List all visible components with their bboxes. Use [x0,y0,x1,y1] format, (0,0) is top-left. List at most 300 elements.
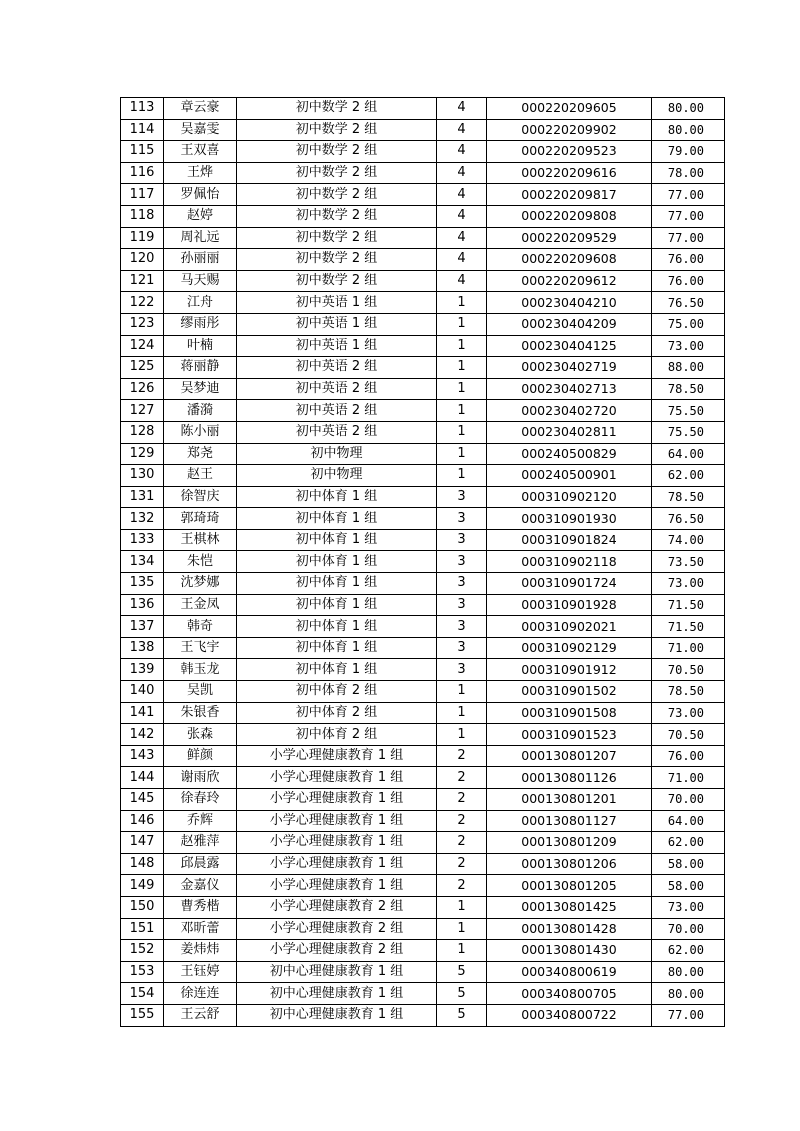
table-row [121,141,725,163]
exam-score: 78.50 [652,681,725,703]
table-row [121,940,725,962]
position-group: 初中数学 2 组 [237,270,437,292]
ticket-number: 000340800619 [487,961,652,983]
ticket-number: 000130801127 [487,810,652,832]
hire-count: 4 [437,141,487,163]
exam-score: 76.00 [652,249,725,271]
exam-score: 70.00 [652,918,725,940]
position-group: 初中体育 1 组 [237,486,437,508]
ticket-number: 000220209808 [487,205,652,227]
table-row [121,508,725,530]
table-row [121,724,725,746]
table-row [121,702,725,724]
exam-score: 70.50 [652,659,725,681]
position-group: 初中英语 1 组 [237,292,437,314]
position-group: 小学心理健康教育 1 组 [237,853,437,875]
row-number: 139 [121,659,164,681]
hire-count: 2 [437,789,487,811]
hire-count: 2 [437,745,487,767]
row-number: 120 [121,249,164,271]
row-number: 146 [121,810,164,832]
table-row [121,227,725,249]
table-row [121,421,725,443]
table-row [121,162,725,184]
position-group: 初中英语 1 组 [237,335,437,357]
position-group: 初中体育 2 组 [237,702,437,724]
ticket-number: 000230402719 [487,357,652,379]
position-group: 小学心理健康教育 2 组 [237,940,437,962]
candidate-name: 王金凤 [164,594,237,616]
position-group: 初中体育 1 组 [237,637,437,659]
ticket-number: 000310902120 [487,486,652,508]
row-number: 119 [121,227,164,249]
hire-count: 1 [437,702,487,724]
hire-count: 2 [437,875,487,897]
hire-count: 1 [437,896,487,918]
hire-count: 4 [437,205,487,227]
table-row [121,529,725,551]
ticket-number: 000310902118 [487,551,652,573]
ticket-number: 000340800722 [487,1004,652,1026]
table-row [121,313,725,335]
exam-score: 73.00 [652,702,725,724]
candidate-name: 缪雨彤 [164,313,237,335]
exam-score: 78.00 [652,162,725,184]
hire-count: 5 [437,1004,487,1026]
ticket-number: 000310902129 [487,637,652,659]
position-group: 初中数学 2 组 [237,227,437,249]
exam-score: 58.00 [652,875,725,897]
position-group: 初中心理健康教育 1 组 [237,1004,437,1026]
ticket-number: 000130801126 [487,767,652,789]
table-row [121,659,725,681]
table-row [121,853,725,875]
hire-count: 1 [437,465,487,487]
row-number: 133 [121,529,164,551]
row-number: 127 [121,400,164,422]
position-group: 初中数学 2 组 [237,162,437,184]
row-number: 141 [121,702,164,724]
hire-count: 5 [437,983,487,1005]
candidate-name: 吴梦迪 [164,378,237,400]
table-row [121,681,725,703]
candidate-name: 蒋丽静 [164,357,237,379]
row-number: 147 [121,832,164,854]
exam-score: 78.50 [652,486,725,508]
position-group: 初中英语 2 组 [237,357,437,379]
ticket-number: 000310902021 [487,616,652,638]
exam-score: 80.00 [652,119,725,141]
ticket-number: 000310901912 [487,659,652,681]
position-group: 初中体育 1 组 [237,508,437,530]
candidate-name: 王烨 [164,162,237,184]
ticket-number: 000340800705 [487,983,652,1005]
candidate-name: 徐智庆 [164,486,237,508]
hire-count: 4 [437,184,487,206]
hire-count: 1 [437,400,487,422]
candidate-name: 姜炜炜 [164,940,237,962]
table-row [121,896,725,918]
ticket-number: 000130801209 [487,832,652,854]
table-row [121,205,725,227]
ticket-number: 000230402713 [487,378,652,400]
exam-score: 74.00 [652,529,725,551]
hire-count: 3 [437,637,487,659]
table-row [121,918,725,940]
ticket-number: 000240500829 [487,443,652,465]
table-row [121,616,725,638]
candidate-name: 韩玉龙 [164,659,237,681]
ticket-number: 000220209616 [487,162,652,184]
row-number: 136 [121,594,164,616]
candidate-name: 孙丽丽 [164,249,237,271]
table-row [121,810,725,832]
table-row [121,551,725,573]
ticket-number: 000130801430 [487,940,652,962]
exam-score: 76.00 [652,745,725,767]
row-number: 129 [121,443,164,465]
exam-score: 73.00 [652,896,725,918]
position-group: 初中数学 2 组 [237,119,437,141]
row-number: 142 [121,724,164,746]
candidate-name: 徐连连 [164,983,237,1005]
table-row [121,875,725,897]
exam-score: 71.00 [652,767,725,789]
candidate-name: 王双喜 [164,141,237,163]
position-group: 小学心理健康教育 1 组 [237,789,437,811]
exam-score: 73.00 [652,573,725,595]
candidate-name: 周礼远 [164,227,237,249]
exam-score: 71.50 [652,594,725,616]
row-number: 151 [121,918,164,940]
table-row [121,832,725,854]
table-row [121,270,725,292]
row-number: 131 [121,486,164,508]
table-row [121,443,725,465]
ticket-number: 000310901724 [487,573,652,595]
position-group: 初中物理 [237,465,437,487]
hire-count: 3 [437,508,487,530]
hire-count: 3 [437,529,487,551]
ticket-number: 000230404210 [487,292,652,314]
position-group: 小学心理健康教育 1 组 [237,767,437,789]
table-row [121,357,725,379]
hire-count: 4 [437,162,487,184]
table-row [121,98,725,120]
exam-score: 62.00 [652,832,725,854]
candidate-name: 郭琦琦 [164,508,237,530]
candidate-name: 王云舒 [164,1004,237,1026]
position-group: 初中体育 1 组 [237,616,437,638]
exam-score: 70.50 [652,724,725,746]
ticket-number: 000230404125 [487,335,652,357]
ticket-number: 000130801207 [487,745,652,767]
hire-count: 3 [437,486,487,508]
hire-count: 3 [437,659,487,681]
row-number: 153 [121,961,164,983]
position-group: 初中体育 1 组 [237,659,437,681]
ticket-number: 000230402811 [487,421,652,443]
position-group: 初中体育 2 组 [237,681,437,703]
hire-count: 3 [437,594,487,616]
candidate-name: 鲜颜 [164,745,237,767]
position-group: 初中英语 2 组 [237,400,437,422]
candidate-name: 沈梦娜 [164,573,237,595]
row-number: 135 [121,573,164,595]
ticket-number: 000130801201 [487,789,652,811]
hire-count: 1 [437,724,487,746]
hire-count: 4 [437,98,487,120]
position-group: 初中心理健康教育 1 组 [237,983,437,1005]
position-group: 小学心理健康教育 1 组 [237,875,437,897]
exam-score: 77.00 [652,205,725,227]
candidate-name: 邓昕蕾 [164,918,237,940]
hire-count: 5 [437,961,487,983]
hire-count: 2 [437,832,487,854]
position-group: 初中数学 2 组 [237,249,437,271]
row-number: 128 [121,421,164,443]
position-group: 初中英语 2 组 [237,378,437,400]
row-number: 123 [121,313,164,335]
table-row [121,789,725,811]
candidate-score-table [120,97,725,1027]
hire-count: 4 [437,227,487,249]
candidate-name: 徐春玲 [164,789,237,811]
hire-count: 1 [437,313,487,335]
position-group: 初中体育 1 组 [237,573,437,595]
row-number: 148 [121,853,164,875]
ticket-number: 000240500901 [487,465,652,487]
row-number: 152 [121,940,164,962]
exam-score: 79.00 [652,141,725,163]
candidate-name: 吴嘉雯 [164,119,237,141]
row-number: 149 [121,875,164,897]
row-number: 154 [121,983,164,1005]
exam-score: 80.00 [652,983,725,1005]
position-group: 初中体育 1 组 [237,529,437,551]
hire-count: 4 [437,270,487,292]
hire-count: 1 [437,421,487,443]
position-group: 小学心理健康教育 2 组 [237,918,437,940]
candidate-name: 金嘉仪 [164,875,237,897]
hire-count: 3 [437,573,487,595]
exam-score: 76.50 [652,292,725,314]
row-number: 118 [121,205,164,227]
exam-score: 73.50 [652,551,725,573]
row-number: 150 [121,896,164,918]
exam-score: 75.50 [652,400,725,422]
hire-count: 4 [437,119,487,141]
exam-score: 80.00 [652,98,725,120]
ticket-number: 000310901928 [487,594,652,616]
row-number: 143 [121,745,164,767]
table-row [121,1004,725,1026]
ticket-number: 000310901523 [487,724,652,746]
position-group: 初中数学 2 组 [237,205,437,227]
position-group: 小学心理健康教育 2 组 [237,896,437,918]
exam-score: 75.00 [652,313,725,335]
position-group: 初中物理 [237,443,437,465]
position-group: 小学心理健康教育 1 组 [237,745,437,767]
score-list-page [120,97,724,1027]
ticket-number: 000130801206 [487,853,652,875]
candidate-name: 邱晨露 [164,853,237,875]
ticket-number: 000130801425 [487,896,652,918]
exam-score: 71.00 [652,637,725,659]
candidate-name: 潘漪 [164,400,237,422]
exam-score: 62.00 [652,940,725,962]
candidate-name: 吴凯 [164,681,237,703]
position-group: 初中英语 1 组 [237,313,437,335]
hire-count: 1 [437,443,487,465]
exam-score: 77.00 [652,184,725,206]
candidate-name: 韩奇 [164,616,237,638]
row-number: 114 [121,119,164,141]
position-group: 小学心理健康教育 1 组 [237,810,437,832]
table-row [121,594,725,616]
ticket-number: 000220209523 [487,141,652,163]
exam-score: 76.50 [652,508,725,530]
row-number: 115 [121,141,164,163]
candidate-name: 江舟 [164,292,237,314]
candidate-name: 朱银香 [164,702,237,724]
ticket-number: 000310901824 [487,529,652,551]
table-row [121,249,725,271]
exam-score: 64.00 [652,443,725,465]
exam-score: 80.00 [652,961,725,983]
candidate-name: 乔辉 [164,810,237,832]
table-row [121,961,725,983]
row-number: 126 [121,378,164,400]
candidate-name: 陈小丽 [164,421,237,443]
ticket-number: 000220209605 [487,98,652,120]
hire-count: 2 [437,767,487,789]
candidate-name: 谢雨欣 [164,767,237,789]
table-row [121,637,725,659]
row-number: 145 [121,789,164,811]
row-number: 113 [121,98,164,120]
hire-count: 1 [437,918,487,940]
row-number: 138 [121,637,164,659]
row-number: 132 [121,508,164,530]
hire-count: 2 [437,810,487,832]
table-row [121,400,725,422]
ticket-number: 000220209902 [487,119,652,141]
candidate-name: 叶楠 [164,335,237,357]
candidate-name: 张森 [164,724,237,746]
ticket-number: 000130801205 [487,875,652,897]
exam-score: 75.50 [652,421,725,443]
row-number: 144 [121,767,164,789]
row-number: 134 [121,551,164,573]
position-group: 初中体育 1 组 [237,551,437,573]
table-row [121,486,725,508]
position-group: 初中心理健康教育 1 组 [237,961,437,983]
row-number: 140 [121,681,164,703]
candidate-name: 朱恺 [164,551,237,573]
hire-count: 1 [437,378,487,400]
row-number: 155 [121,1004,164,1026]
hire-count: 1 [437,292,487,314]
table-row [121,983,725,1005]
hire-count: 1 [437,335,487,357]
position-group: 初中体育 1 组 [237,594,437,616]
candidate-name: 罗佩怡 [164,184,237,206]
ticket-number: 000130801428 [487,918,652,940]
candidate-name: 王飞宇 [164,637,237,659]
candidate-name: 章云豪 [164,98,237,120]
row-number: 130 [121,465,164,487]
exam-score: 78.50 [652,378,725,400]
position-group: 初中英语 2 组 [237,421,437,443]
candidate-name: 马天赐 [164,270,237,292]
candidate-name: 赵雅萍 [164,832,237,854]
position-group: 初中数学 2 组 [237,98,437,120]
exam-score: 58.00 [652,853,725,875]
table-row [121,767,725,789]
hire-count: 3 [437,616,487,638]
table-row [121,745,725,767]
table-row [121,573,725,595]
hire-count: 1 [437,681,487,703]
row-number: 117 [121,184,164,206]
row-number: 125 [121,357,164,379]
ticket-number: 000220209529 [487,227,652,249]
exam-score: 71.50 [652,616,725,638]
exam-score: 77.00 [652,227,725,249]
table-body [121,98,725,1027]
hire-count: 4 [437,249,487,271]
candidate-name: 郑尧 [164,443,237,465]
exam-score: 73.00 [652,335,725,357]
table-row [121,119,725,141]
candidate-name: 王棋林 [164,529,237,551]
hire-count: 1 [437,357,487,379]
table-row [121,184,725,206]
exam-score: 76.00 [652,270,725,292]
position-group: 初中体育 2 组 [237,724,437,746]
candidate-name: 王钰婷 [164,961,237,983]
ticket-number: 000220209608 [487,249,652,271]
hire-count: 1 [437,940,487,962]
table-row [121,465,725,487]
exam-score: 88.00 [652,357,725,379]
exam-score: 64.00 [652,810,725,832]
table-row [121,292,725,314]
table-row [121,335,725,357]
position-group: 初中数学 2 组 [237,141,437,163]
position-group: 初中数学 2 组 [237,184,437,206]
position-group: 小学心理健康教育 1 组 [237,832,437,854]
table-row [121,378,725,400]
ticket-number: 000230404209 [487,313,652,335]
row-number: 137 [121,616,164,638]
ticket-number: 000310901930 [487,508,652,530]
hire-count: 2 [437,853,487,875]
ticket-number: 000310901508 [487,702,652,724]
candidate-name: 赵王 [164,465,237,487]
row-number: 122 [121,292,164,314]
ticket-number: 000220209817 [487,184,652,206]
candidate-name: 曹秀楷 [164,896,237,918]
ticket-number: 000310901502 [487,681,652,703]
hire-count: 3 [437,551,487,573]
exam-score: 62.00 [652,465,725,487]
row-number: 121 [121,270,164,292]
exam-score: 70.00 [652,789,725,811]
row-number: 124 [121,335,164,357]
ticket-number: 000230402720 [487,400,652,422]
